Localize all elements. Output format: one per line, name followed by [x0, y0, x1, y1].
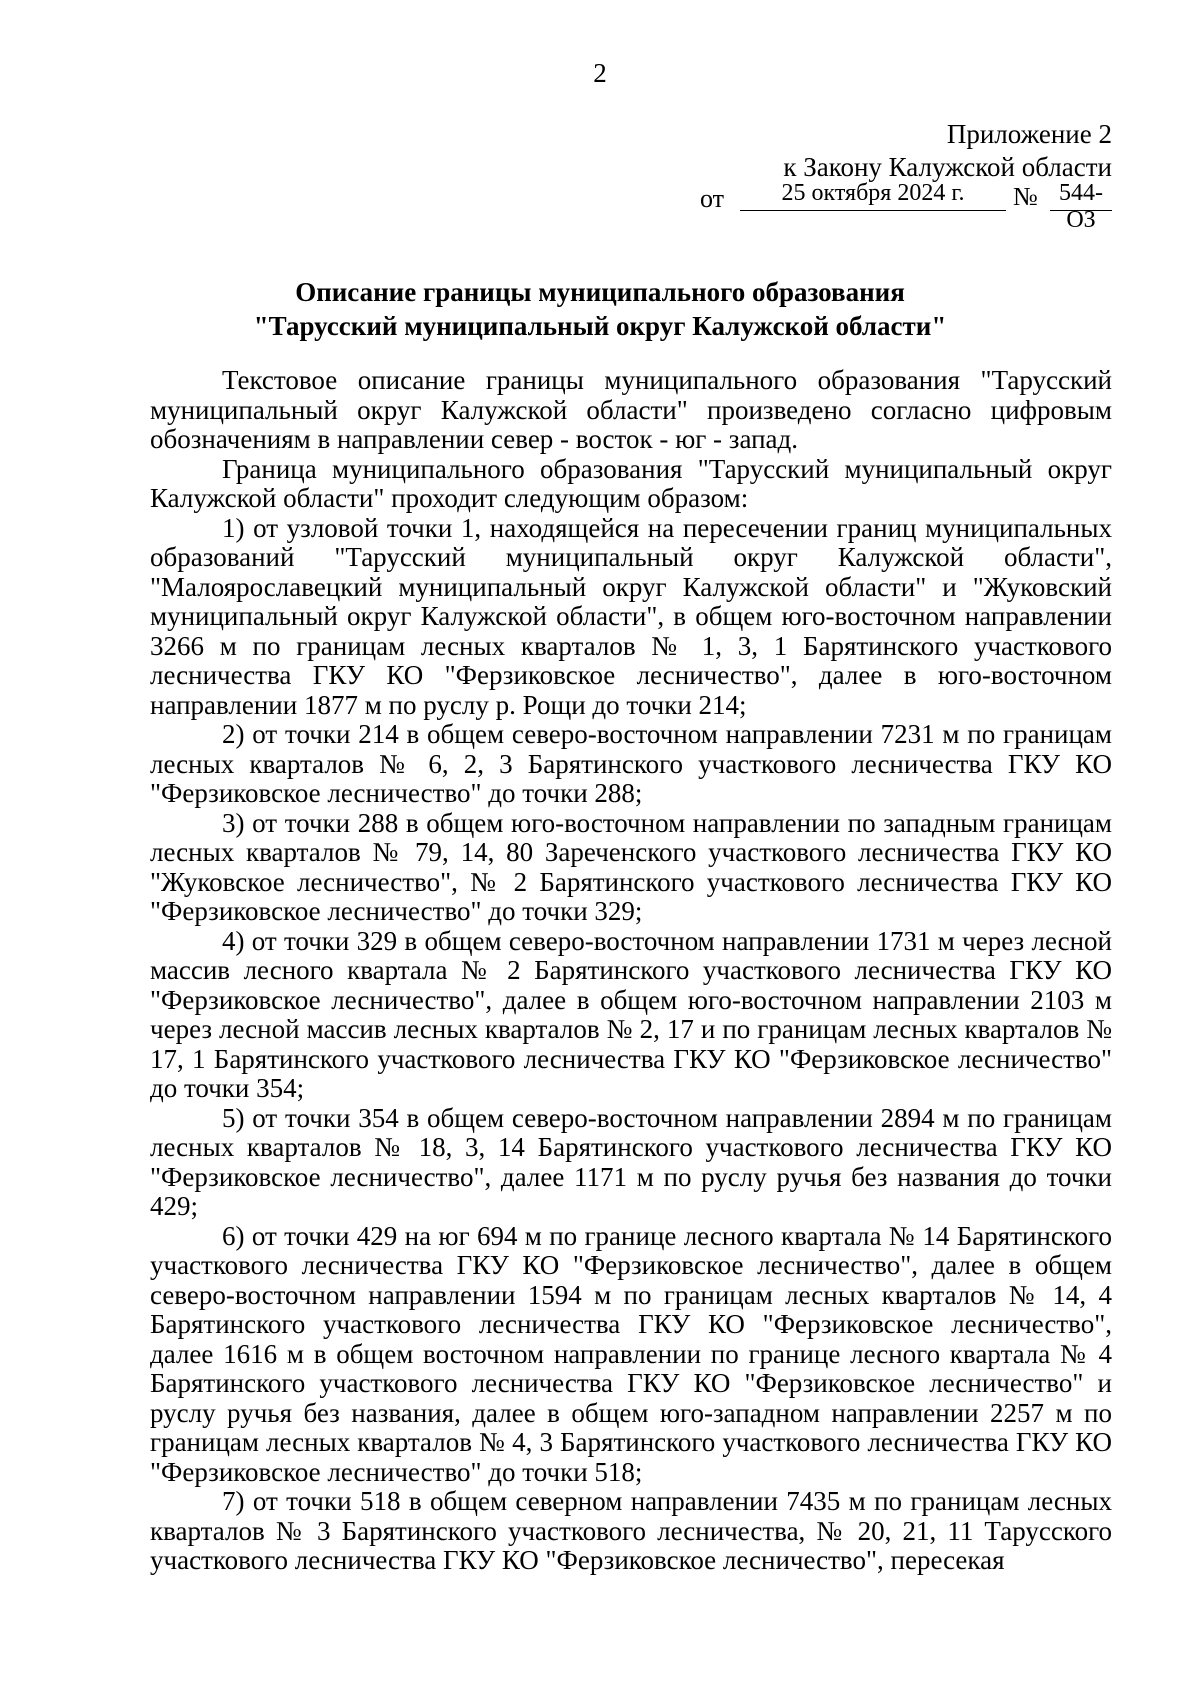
paragraph: 4) от точки 329 в общем северо-восточном направлении 1731 м через лесной массив лесного квартала № 2 Барятинского участкового лесничества ГКУ КО "Ферзиковское лесничество", далее в общем юго-восточном направлении 2103 м через лесной массив лесных кварталов № 2, 17 и по границам лесных кварталов № 17, 1 Барятинского участкового лесничества ГКУ КО "Ферзиковское лесничество" до точки 354;	[150, 925, 1112, 1103]
number-sign: №	[1013, 182, 1038, 211]
law-number: 544-ОЗ	[1050, 180, 1112, 211]
document-body	[150, 366, 1112, 1576]
annex-law-reference: к Закону Калужской области	[783, 152, 1112, 182]
paragraph: 7) от точки 518 в общем северном направлении 7435 м по границам лесных кварталов № 3 Барятинского участкового лесничества, № 20, 21, 11 Тарусского участкового лесничества ГКУ КО "Ферзиковское лесничество", пересекая	[150, 1486, 1112, 1575]
annex-title: Приложение 2	[946, 119, 1112, 149]
document-title	[0, 275, 1200, 343]
date-prefix: от	[700, 184, 725, 213]
title-line-2: "Тарусский муниципальный округ Калужской области"	[253, 311, 947, 341]
paragraph: Текстовое описание границы муниципального образования "Тарусский муниципальный округ Калужской области" произведено согласно цифровым обозначениям в направлении север - восток - юг - запад.	[150, 365, 1112, 454]
title-line-1: Описание границы муниципального образования	[295, 277, 905, 307]
annex-header	[783, 118, 1112, 184]
paragraph: 2) от точки 214 в общем северо-восточном направлении 7231 м по границам лесных кварталов № 6, 2, 3 Барятинского участкового лесничества ГКУ КО "Ферзиковское лесничество" до точки 288;	[150, 719, 1112, 808]
paragraph: 1) от узловой точки 1, находящейся на пересечении границ муниципальных образований "Тарусский муниципальный округ Калужской области", "Малоярославецкий муниципальный округ Калужской области" и "Жуковский муниципальный округ Калужской области", в общем юго-восточном направлении 3266 м по границам лесных кварталов № 1, 3, 1 Барятинского участкового лесничества ГКУ КО "Ферзиковское лесничество", далее в юго-восточном направлении 1877 м по руслу р. Рощи до точки 214;	[150, 512, 1112, 720]
paragraph: 6) от точки 429 на юг 694 м по границе лесного квартала № 14 Барятинского участкового лесничества ГКУ КО "Ферзиковское лесничество", далее в общем северо-восточном направлении 1594 м по границам лесных кварталов № 14, 4 Барятинского участкового лесничества ГКУ КО "Ферзиковское лесничество", далее 1616 м в общем восточном направлении по границе лесного квартала № 4 Барятинского участкового лесничества ГКУ КО "Ферзиковское лесничество" и руслу ручья без названия, далее в общем юго-западном направлении 2257 м по границам лесных кварталов № 4, 3 Барятинского участкового лесничества ГКУ КО "Ферзиковское лесничество" до точки 518;	[150, 1220, 1112, 1487]
paragraph: 5) от точки 354 в общем северо-восточном направлении 2894 м по границам лесных кварталов № 18, 3, 14 Барятинского участкового лесничества ГКУ КО "Ферзиковское лесничество", далее 1171 м по руслу ручья без названия до точки 429;	[150, 1102, 1112, 1221]
paragraph: 3) от точки 288 в общем юго-восточном направлении по западным границам лесных кварталов № 79, 14, 80 Зареченского участкового лесничества ГКУ КО "Жуковское лесничество", № 2 Барятинского участкового лесничества ГКУ КО "Ферзиковское лесничество" до точки 329;	[150, 807, 1112, 926]
page-number: 2	[593, 58, 607, 88]
law-date-line	[700, 180, 1112, 233]
paragraph: Граница муниципального образования "Тарусский муниципальный округ Калужской области" проходит следующим образом:	[150, 453, 1112, 513]
law-date: 25 октября 2024 г.	[740, 180, 1006, 211]
